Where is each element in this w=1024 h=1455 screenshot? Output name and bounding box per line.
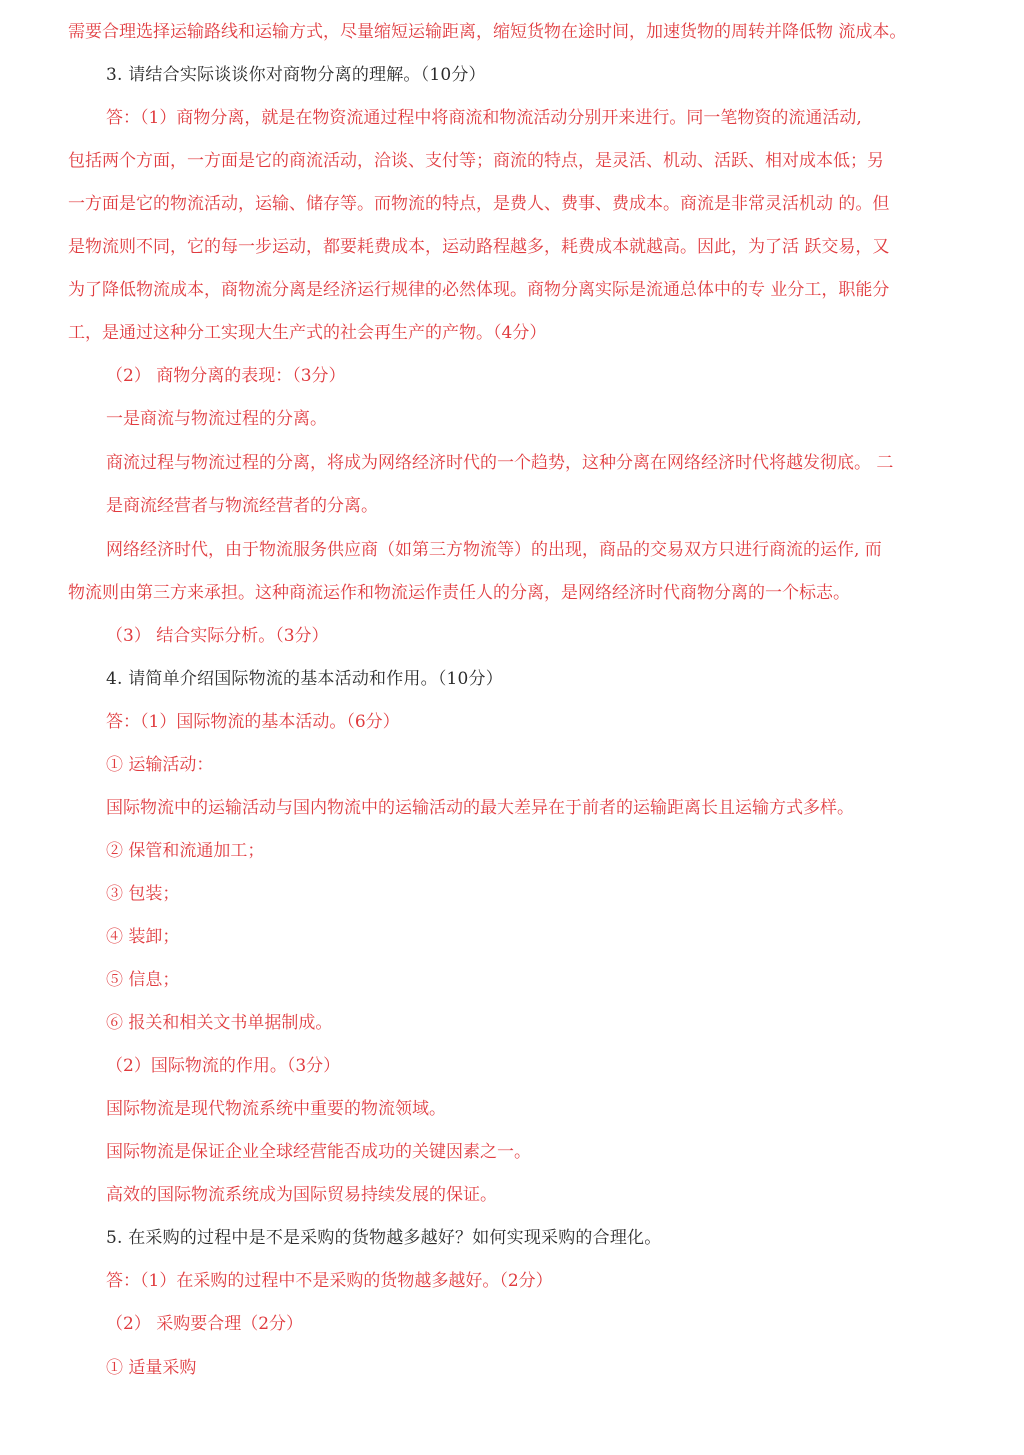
q4-item-1-detail: 国际物流中的运输活动与国内物流中的运输活动的最大差异在于前者的运输距离长且运输方式多样。 (106, 798, 854, 818)
q3-sub2-heading: （2） 商物分离的表现：（3分） (106, 366, 346, 386)
q4-item-4: ④ 装卸； (106, 927, 180, 947)
q3-sub2-para1-line: 商流过程与物流过程的分离，将成为网络经济时代的一个趋势，这种分离在网络经济时代将越发彻底。 二 (106, 453, 894, 473)
q3-answer-line: 答：（1）商物分离，就是在物资流通过程中将商流和物流活动分别开来进行。同一笔物资的流通活动, (106, 108, 862, 128)
q3-answer-line: 为了降低物流成本，商物流分离是经济运行规律的必然体现。商物分离实际是流通总体中的专 业分工，职能分 (68, 280, 890, 300)
q3-sub3-heading: （3） 结合实际分析。（3分） (106, 626, 329, 646)
q3-answer-line: 是物流则不同，它的每一步运动，都要耗费成本，运动路程越多，耗费成本就越高。因此，为了活 跃交易，又 (68, 237, 890, 257)
q3-sub2-para1-line: 是商流经营者与物流经营者的分离。 (106, 496, 378, 516)
q5-answer-1: 答：（1）在采购的过程中不是采购的货物越多越好。（2分） (106, 1271, 553, 1291)
q3-answer-line: 一方面是它的物流活动，运输、储存等。而物流的特点，是费人、费事、费成本。商流是非常灵活机动 的。但 (68, 194, 890, 214)
intro-answer-line: 需要合理选择运输路线和运输方式，尽量缩短运输距离，缩短货物在途时间，加速货物的周转并降低物 流成本。 (68, 22, 907, 42)
q4-answer-heading: 答：（1）国际物流的基本活动。（6分） (106, 712, 400, 732)
q4-item-5: ⑤ 信息； (106, 970, 180, 990)
q3-answer-line: 包括两个方面，一方面是它的商流活动，洽谈、支付等；商流的特点，是灵活、机动、活跃、相对成本低；另 (68, 151, 884, 171)
q4-item-6: ⑥ 报关和相关文书单据制成。 (106, 1013, 333, 1033)
q4-role-2: 国际物流是保证企业全球经营能否成功的关键因素之一。 (106, 1142, 531, 1162)
q3-sub2-point1: 一是商流与物流过程的分离。 (106, 409, 327, 429)
q4-sub2-heading: （2）国际物流的作用。（3分） (106, 1056, 341, 1076)
q3-answer-line: 工，是通过这种分工实现大生产式的社会再生产的产物。（4分） (68, 323, 547, 343)
question-4: 4. 请简单介绍国际物流的基本活动和作用。（10分） (106, 669, 503, 689)
question-5: 5. 在采购的过程中是不是采购的货物越多越好？如何实现采购的合理化。 (106, 1228, 662, 1248)
q5-item-1: ① 适量采购 (106, 1358, 197, 1378)
q5-sub2-heading: （2） 采购要合理（2分） (106, 1314, 304, 1334)
q4-item-3: ③ 包装； (106, 884, 180, 904)
q3-sub2-para2-line: 物流则由第三方来承担。这种商流运作和物流运作责任人的分离，是网络经济时代商物分离的一个标志。 (68, 583, 850, 603)
q4-item-1: ① 运输活动： (106, 755, 214, 775)
question-3: 3. 请结合实际谈谈你对商物分离的理解。（10分） (106, 65, 486, 85)
q4-role-1: 国际物流是现代物流系统中重要的物流领域。 (106, 1099, 446, 1119)
q4-item-2: ② 保管和流通加工； (106, 841, 265, 861)
q3-sub2-para2-line: 网络经济时代，由于物流服务供应商（如第三方物流等）的出现，商品的交易双方只进行商流的运作, 而 (106, 540, 882, 560)
q4-role-3: 高效的国际物流系统成为国际贸易持续发展的保证。 (106, 1185, 497, 1205)
